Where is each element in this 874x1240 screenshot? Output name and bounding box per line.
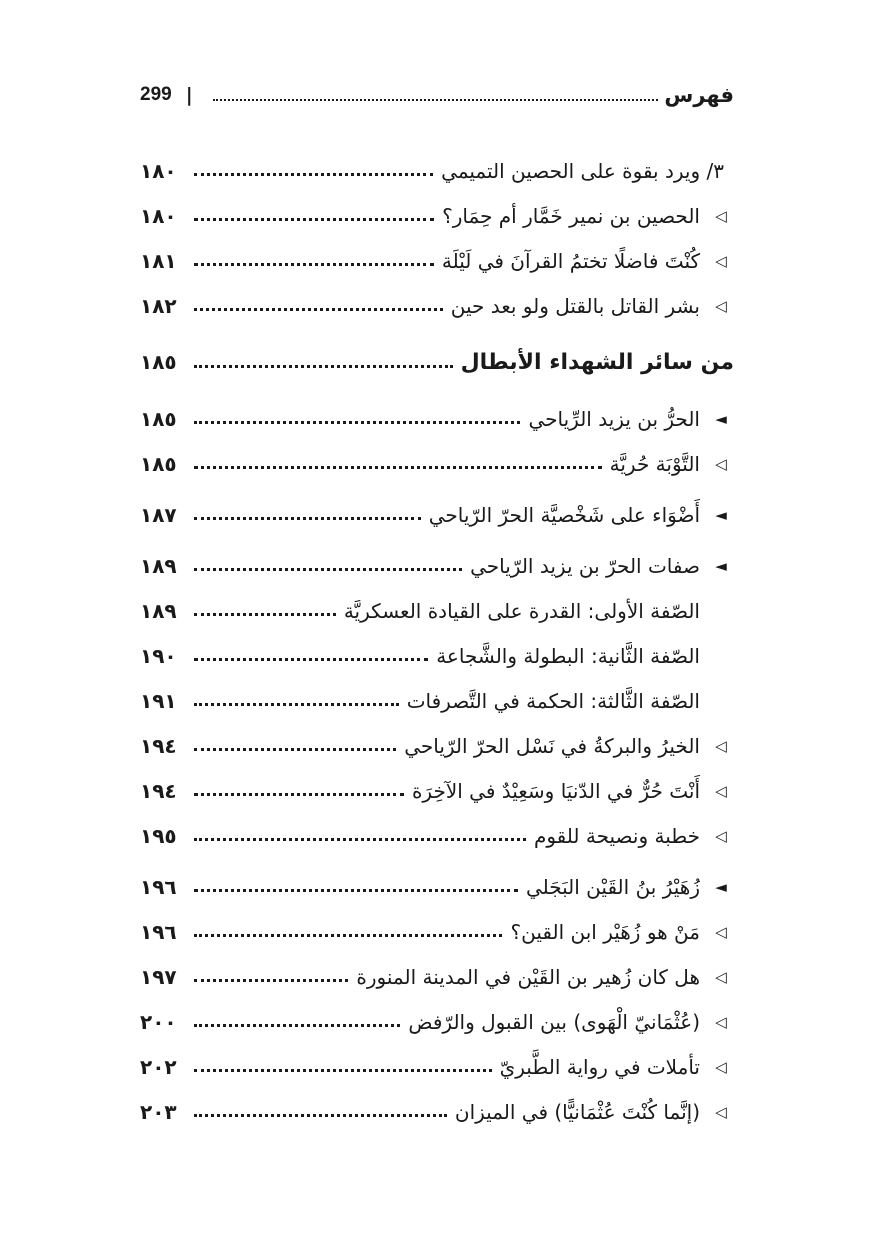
- section-title: من سائر الشهداء الأبطال: [460, 349, 734, 375]
- hollow-triangle-icon: ◁: [715, 296, 727, 315]
- entry-page: ٢٠٣: [140, 1099, 177, 1124]
- toc-entry[interactable]: [140, 193, 734, 238]
- entry-page: ١٩١: [140, 688, 177, 713]
- dot-leader: [194, 517, 421, 520]
- dot-leader: [194, 173, 433, 176]
- running-header: [140, 78, 734, 112]
- toc-entry[interactable]: [140, 678, 734, 723]
- page-number: 299: [140, 84, 172, 105]
- hollow-triangle-icon: ◁: [715, 736, 727, 755]
- dot-leader: [194, 1024, 400, 1027]
- dot-leader: [194, 934, 502, 937]
- entry-page: ١٩٤: [140, 733, 177, 758]
- entry-title: التَّوْبَة حُريَّة: [609, 451, 700, 476]
- dot-leader: [194, 703, 399, 706]
- entry-page: ١٩٠: [140, 643, 177, 668]
- entry-title: تأملات في رواية الطَّبريّ: [499, 1054, 700, 1079]
- hollow-triangle-icon: ◁: [715, 781, 727, 800]
- entry-title: الصّفة الأولى: القدرة على القيادة العسكريَّة: [343, 598, 700, 623]
- toc-entry[interactable]: [140, 238, 734, 283]
- entry-page: ١٨٢: [140, 293, 177, 318]
- entry-title: (إنَّما كُنْتَ عُثْمَانيًّا) في الميزان: [454, 1099, 700, 1124]
- filled-triangle-icon: ◄: [715, 505, 727, 524]
- entry-title: بشر القاتل بالقتل ولو بعد حين: [450, 293, 700, 318]
- hollow-triangle-icon: ◁: [715, 826, 727, 845]
- entry-title: الخيرُ والبركةُ في نَسْل الحرّ الرّياحي: [404, 733, 700, 758]
- entry-page: ١٨٩: [140, 553, 177, 578]
- toc-entry[interactable]: [140, 492, 734, 537]
- entry-title: الحرُّ بن يزيد الرِّياحي: [528, 406, 700, 431]
- entry-page: ٢٠٢: [140, 1054, 177, 1079]
- dot-leader: [194, 308, 443, 311]
- toc-entry[interactable]: [140, 1089, 734, 1134]
- hollow-triangle-icon: ◁: [715, 251, 727, 270]
- entry-page: ٢٠٠: [140, 1009, 177, 1034]
- header-dot-leader: [213, 99, 659, 101]
- entry-page: ١٩٦: [140, 919, 177, 944]
- header-separator: |: [185, 84, 193, 106]
- entry-page: ١٩٦: [140, 874, 177, 899]
- toc-entry[interactable]: [140, 723, 734, 768]
- toc-entry[interactable]: [140, 441, 734, 486]
- toc-entry[interactable]: [140, 633, 734, 678]
- toc-section-heading[interactable]: [140, 334, 734, 390]
- filled-triangle-icon: ◄: [715, 877, 727, 896]
- hollow-triangle-icon: ◁: [715, 206, 727, 225]
- entry-title: مَنْ هو زُهَيْر ابن القين؟: [510, 919, 700, 944]
- entry-title: الحصين بن نمير خَمَّار أم حِمَار؟: [442, 203, 700, 228]
- hollow-triangle-icon: ◁: [715, 922, 727, 941]
- entry-title: كُنْتَ فاضلًا تختمُ القرآنَ في لَيْلَة: [441, 248, 700, 273]
- entry-page: ١٨٧: [140, 502, 177, 527]
- entry-page: ١٩٧: [140, 964, 177, 989]
- entry-page: ١٩٤: [140, 778, 177, 803]
- dot-leader: [194, 365, 453, 368]
- toc-entry[interactable]: [140, 1044, 734, 1089]
- toc-entry[interactable]: [140, 283, 734, 328]
- hollow-triangle-icon: ◁: [715, 1057, 727, 1076]
- toc-entry[interactable]: [140, 999, 734, 1044]
- dot-leader: [194, 613, 336, 616]
- dot-leader: [194, 466, 602, 469]
- dot-leader: [194, 979, 348, 982]
- entry-page: ١٨١: [140, 248, 177, 273]
- entry-page: ١٨٠: [140, 203, 177, 228]
- entry-title: الصّفة الثَّانية: البطولة والشَّجاعة: [436, 643, 700, 668]
- toc-entry[interactable]: [140, 588, 734, 633]
- toc-entry[interactable]: [140, 864, 734, 909]
- dot-leader: [194, 568, 462, 571]
- entry-title: أَضْوَاء على شَخْصيَّة الحرّ الرّياحي: [428, 502, 700, 527]
- dot-leader: [194, 838, 526, 841]
- entry-title: صفات الحرّ بن يزيد الرّياحي: [470, 553, 700, 578]
- dot-leader: [194, 793, 404, 796]
- dot-leader: [194, 889, 518, 892]
- dot-leader: [194, 218, 434, 221]
- toc-entry[interactable]: [140, 909, 734, 954]
- hollow-triangle-icon: ◁: [715, 1012, 727, 1031]
- table-of-contents: [140, 148, 734, 1134]
- dot-leader: [194, 1069, 492, 1072]
- hollow-triangle-icon: ◁: [715, 967, 727, 986]
- toc-entry[interactable]: [140, 813, 734, 858]
- toc-entry[interactable]: [140, 954, 734, 999]
- entry-page: ١٨٥: [140, 406, 177, 431]
- entry-page: ١٨٠: [140, 158, 177, 183]
- toc-entry[interactable]: [140, 396, 734, 441]
- toc-entry[interactable]: [140, 543, 734, 588]
- dot-leader: [194, 658, 428, 661]
- dot-leader: [194, 1114, 447, 1117]
- hollow-triangle-icon: ◁: [715, 1102, 727, 1121]
- entry-title: (عُثْمَانيّ الْهَوى) بين القبول والرّفض: [408, 1009, 700, 1034]
- entry-title: ٣/ ويرد بقوة على الحصين التميمي: [441, 158, 724, 183]
- filled-triangle-icon: ◄: [715, 556, 727, 575]
- entry-title: زُهَيْرُ بنُ القَيْن البَجَلي: [525, 874, 700, 899]
- entry-page: ١٨٥: [140, 350, 177, 374]
- hollow-triangle-icon: ◁: [715, 454, 727, 473]
- toc-entry[interactable]: [140, 148, 734, 193]
- entry-page: ١٨٩: [140, 598, 177, 623]
- dot-leader: [194, 263, 434, 266]
- entry-title: خطبة ونصيحة للقوم: [533, 823, 700, 848]
- dot-leader: [194, 748, 396, 751]
- header-title: فهرس: [664, 83, 734, 107]
- entry-title: الصّفة الثَّالثة: الحكمة في التَّصرفات: [406, 688, 700, 713]
- entry-page: ١٨٥: [140, 451, 177, 476]
- toc-entry[interactable]: [140, 768, 734, 813]
- dot-leader: [194, 421, 520, 424]
- filled-triangle-icon: ◄: [715, 409, 727, 428]
- entry-page: ١٩٥: [140, 823, 177, 848]
- entry-title: هل كان زُهير بن القَيْن في المدينة المنورة: [356, 964, 700, 989]
- entry-title: أَنْتَ حُرٌّ في الدّنيَا وسَعِيْدٌ في الآخِرَة: [411, 778, 700, 803]
